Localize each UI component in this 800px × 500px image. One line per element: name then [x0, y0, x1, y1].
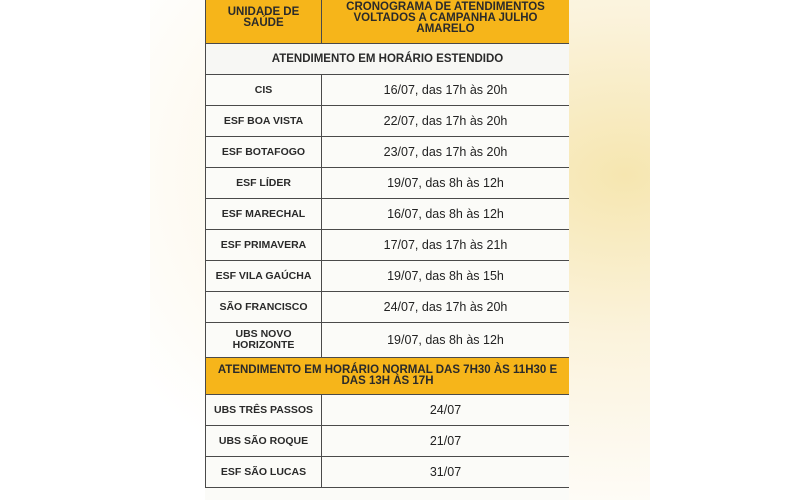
table-row: [206, 426, 570, 457]
unit-cell: ESF PRIMAVERA: [206, 230, 322, 261]
schedule-cell: 24/07: [322, 395, 570, 426]
schedule-cell: 19/07, das 8h às 12h: [322, 168, 570, 199]
schedule-document: [205, 0, 569, 500]
schedule-cell: 21/07: [322, 426, 570, 457]
table-row: [206, 292, 570, 323]
unit-cell: ESF VILA GAÚCHA: [206, 261, 322, 292]
header-unit: UNIDADE DE SAÚDE: [206, 0, 322, 44]
unit-cell: ESF LÍDER: [206, 168, 322, 199]
section-normal-hours: [206, 358, 570, 395]
table-row: [206, 230, 570, 261]
unit-cell: CIS: [206, 75, 322, 106]
schedule-table: [205, 0, 569, 488]
table-row: [206, 323, 570, 358]
unit-cell: UBS TRÊS PASSOS: [206, 395, 322, 426]
header-schedule: CRONOGRAMA DE ATENDIMENTOS VOLTADOS A CAMPANHA JULHO AMARELO: [322, 0, 570, 44]
section-title: ATENDIMENTO EM HORÁRIO NORMAL DAS 7H30 ÀS 11H30 E DAS 13H ÀS 17H: [206, 358, 570, 395]
section-extended-hours: [206, 44, 570, 75]
schedule-cell: 22/07, das 17h às 20h: [322, 106, 570, 137]
schedule-cell: 23/07, das 17h às 20h: [322, 137, 570, 168]
unit-cell: ESF BOA VISTA: [206, 106, 322, 137]
schedule-cell: 19/07, das 8h às 12h: [322, 323, 570, 358]
table-row: [206, 395, 570, 426]
table-row: [206, 457, 570, 488]
table-row: [206, 261, 570, 292]
schedule-cell: 16/07, das 8h às 12h: [322, 199, 570, 230]
table-row: [206, 75, 570, 106]
unit-cell: SÃO FRANCISCO: [206, 292, 322, 323]
unit-cell: ESF SÃO LUCAS: [206, 457, 322, 488]
schedule-cell: 17/07, das 17h às 21h: [322, 230, 570, 261]
schedule-cell: 19/07, das 8h às 15h: [322, 261, 570, 292]
table-row: [206, 168, 570, 199]
unit-cell: ESF BOTAFOGO: [206, 137, 322, 168]
table-row: [206, 106, 570, 137]
unit-cell: UBS SÃO ROQUE: [206, 426, 322, 457]
schedule-cell: 31/07: [322, 457, 570, 488]
schedule-cell: 24/07, das 17h às 20h: [322, 292, 570, 323]
schedule-cell: 16/07, das 17h às 20h: [322, 75, 570, 106]
section-title: ATENDIMENTO EM HORÁRIO ESTENDIDO: [206, 44, 570, 75]
table-header-row: [206, 0, 570, 44]
table-row: [206, 199, 570, 230]
unit-cell: UBS NOVO HORIZONTE: [206, 323, 322, 358]
unit-cell: ESF MARECHAL: [206, 199, 322, 230]
table-row: [206, 137, 570, 168]
